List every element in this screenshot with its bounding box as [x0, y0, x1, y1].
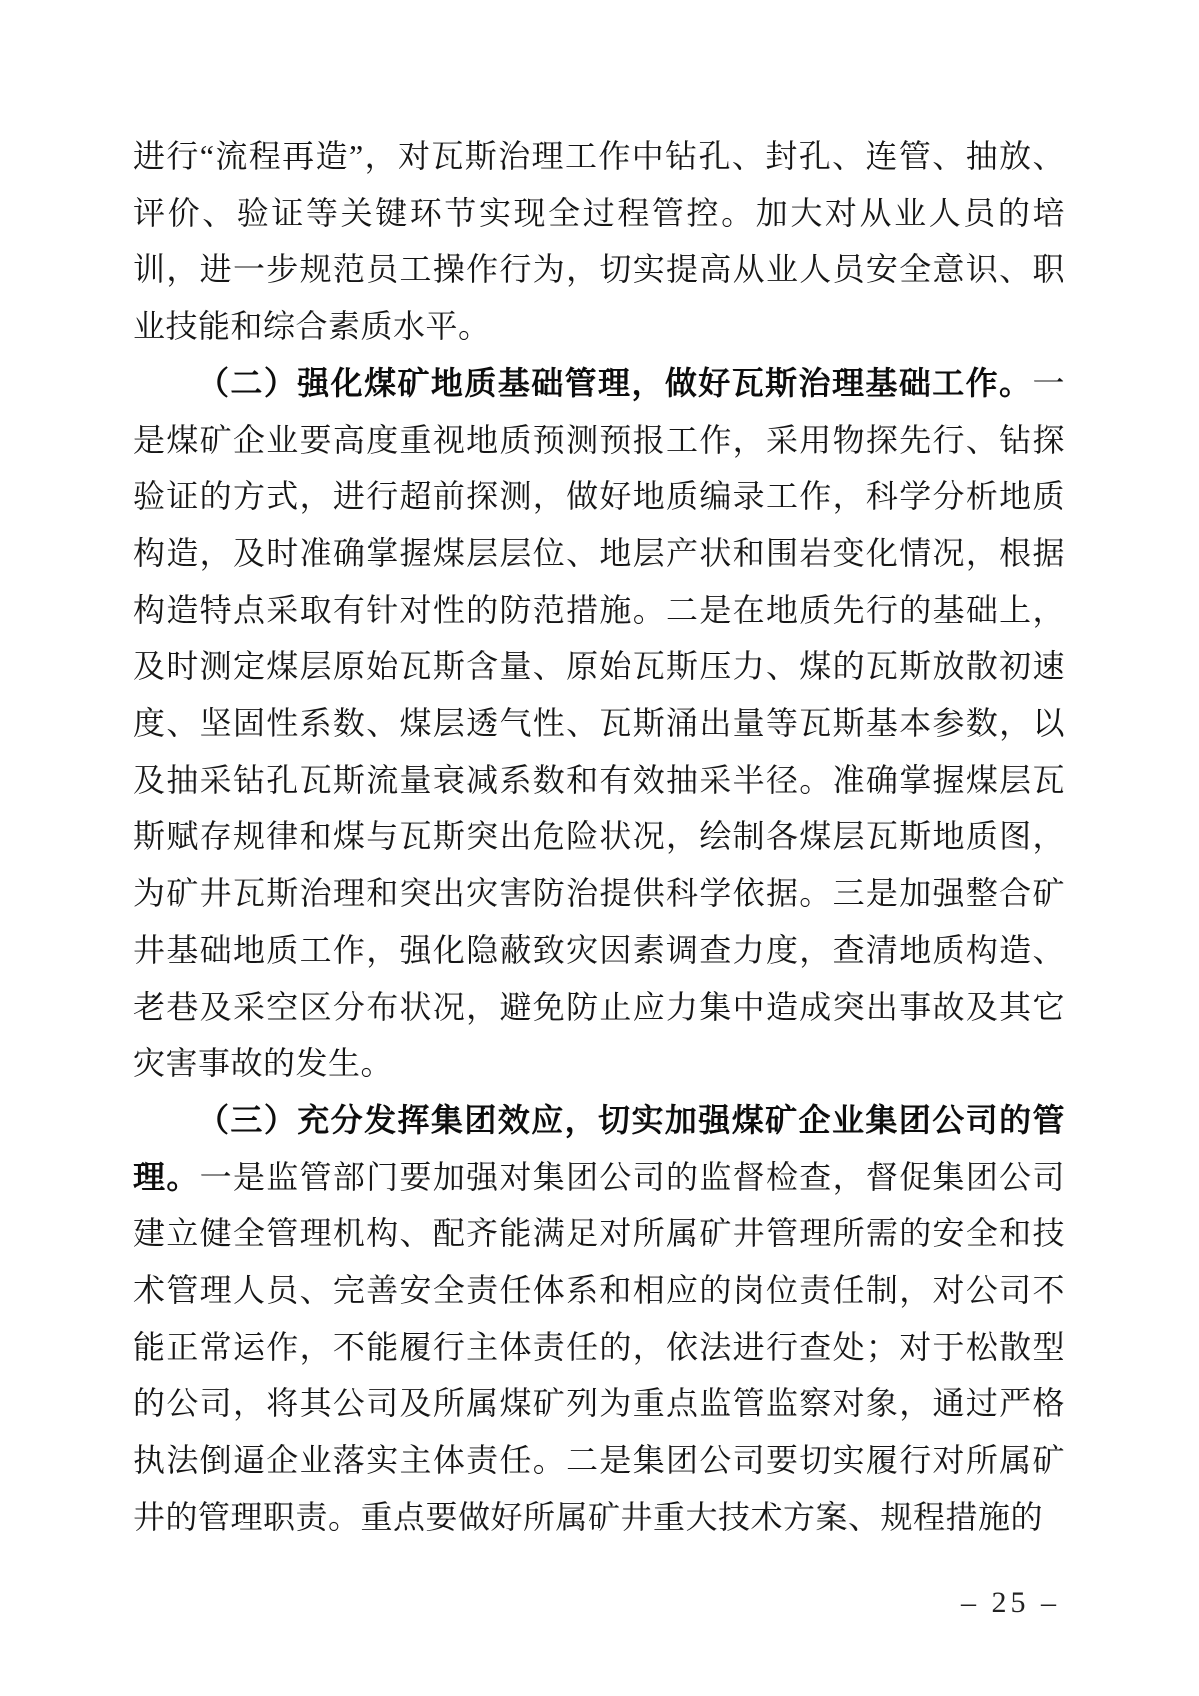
paragraph-continuation-text: 进行“流程再造”，对瓦斯治理工作中钻孔、封孔、连管、抽放、评价、验证等关键环节实现全过程管控。加大对从业人员的培训，进一步规范员工操作行为，切实提高从业人员安全意识、职业技能和综合素质水平。	[133, 138, 1065, 345]
page-number: – 25 –	[961, 1586, 1060, 1619]
paragraph-section-3	[133, 1092, 1065, 1546]
paragraph-section-2	[133, 355, 1065, 1092]
section-2-body-text: 一是煤矿企业要高度重视地质预测预报工作，采用物探先行、钻探验证的方式，进行超前探测，做好地质编录工作，科学分析地质构造，及时准确掌握煤层层位、地层产状和围岩变化情况，根据构造特点采取有针对性的防范措施。二是在地质先行的基础上，及时测定煤层原始瓦斯含量、原始瓦斯压力、煤的瓦斯放散初速度、坚固性系数、煤层透气性、瓦斯涌出量等瓦斯基本参数，以及抽采钻孔瓦斯流量衰减系数和有效抽采半径。准确掌握煤层瓦斯赋存规律和煤与瓦斯突出危险状况，绘制各煤层瓦斯地质图，为矿井瓦斯治理和突出灾害防治提供科学依据。三是加强整合矿井基础地质工作，强化隐蔽致灾因素调查力度，查清地质构造、老巷及采空区分布状况，避免防止应力集中造成突出事故及其它灾害事故的发生。	[133, 364, 1065, 1082]
document-body	[133, 128, 1065, 1546]
section-2-heading: （二）强化煤矿地质基础管理，做好瓦斯治理基础工作。	[197, 364, 1033, 401]
section-3-body-text: 一是监管部门要加强对集团公司的监督检查，督促集团公司建立健全管理机构、配齐能满足对所属矿井管理所需的安全和技术管理人员、完善安全责任体系和相应的岗位责任制，对公司不能正常运作，不能履行主体责任的，依法进行查处；对于松散型的公司，将其公司及所属煤矿列为重点监管监察对象，通过严格执法倒逼企业落实主体责任。二是集团公司要切实履行对所属矿井的管理职责。重点要做好所属矿井重大技术方案、规程措施的	[133, 1158, 1065, 1535]
paragraph-continuation	[133, 128, 1065, 355]
section-3-heading: （三）充分发挥集团效应，切实加强煤矿企业集团公司的管理。	[133, 1101, 1065, 1195]
